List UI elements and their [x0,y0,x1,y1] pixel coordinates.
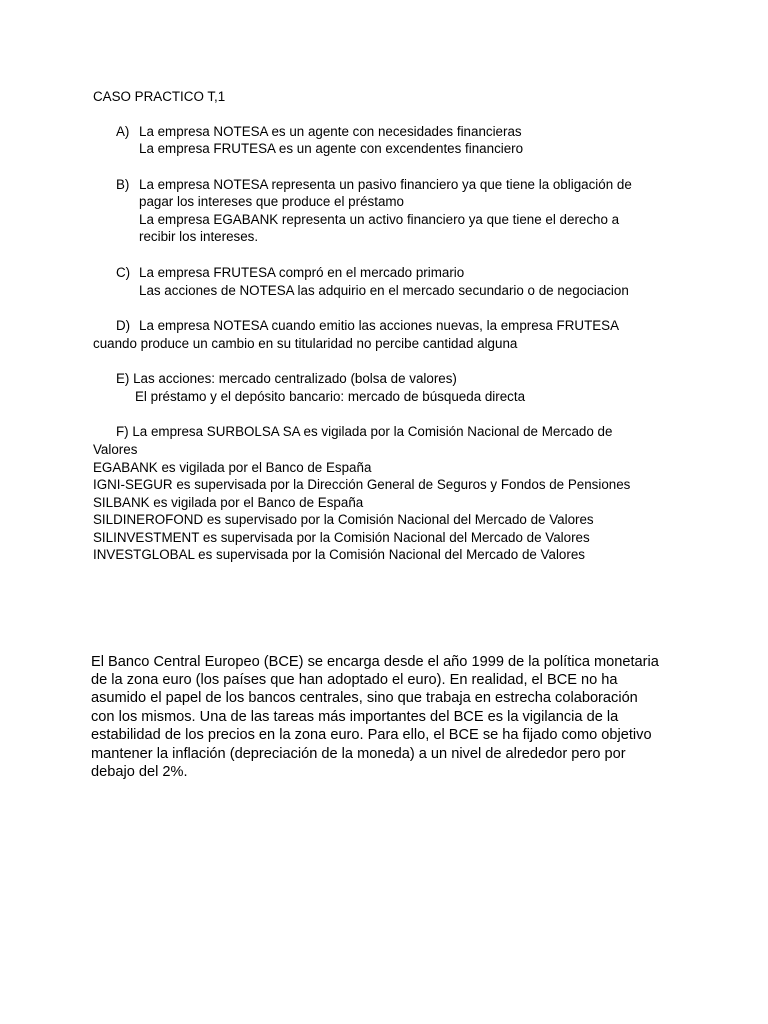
section-f-line-2: Valores [93,442,138,457]
paragraph-line-7: debajo del 2%. [91,764,188,780]
section-a-line-2: La empresa FRUTESA es un agente con excendentes financiero [139,141,524,156]
section-f-line-7: SILINVESTMENT es supervisada por la Comisión Nacional del Mercado de Valores [93,530,590,545]
section-b-line-1 [116,176,632,193]
section-d-line-1 [116,317,619,334]
paragraph-line-3: asumido el papel de los bancos centrales, sino que trabaja en estrecha colaboración [91,690,638,706]
section-f-line-6: SILDINEROFOND es supervisado por la Comisión Nacional del Mercado de Valores [93,512,594,527]
section-b-text-1: La empresa NOTESA representa un pasivo financiero ya que tiene la obligación de [139,177,632,192]
section-a-line-1 [116,123,522,140]
section-e-line-2: El préstamo y el depósito bancario: mercado de búsqueda directa [135,389,526,404]
section-f-line-8: INVESTGLOBAL es supervisada por la Comisión Nacional del Mercado de Valores [93,547,585,562]
paragraph-line-4: con los mismos. Una de las tareas más importantes del BCE es la vigilancia de la [91,709,619,725]
paragraph-line-6: mantener la inflación (depreciación de la moneda) a un nivel de alrededor pero por [91,746,626,762]
section-c-marker: C) [116,265,131,280]
paragraph-line-5: estabilidad de los precios en la zona euro. Para ello, el BCE se ha fijado como objetivo [91,727,652,743]
section-d-line-2: cuando produce un cambio en su titularidad no percibe cantidad alguna [93,336,518,351]
section-f-line-5: SILBANK es vigilada por el Banco de España [93,495,364,510]
section-f-line-3: EGABANK es vigilada por el Banco de España [93,460,372,475]
section-a-marker: A) [116,124,130,139]
section-a-text-1: La empresa NOTESA es un agente con necesidades financieras [139,124,522,139]
section-c-line-1 [116,264,464,281]
section-b-line-2: pagar los intereses que produce el préstamo [139,194,404,209]
section-f-line-4: IGNI-SEGUR es supervisada por la Dirección General de Seguros y Fondos de Pensiones [93,477,631,492]
document-title: CASO PRACTICO T,1 [93,89,226,104]
section-d-text-1: La empresa NOTESA cuando emitio las acciones nuevas, la empresa FRUTESA [139,318,620,333]
section-c-text-1: La empresa FRUTESA compró en el mercado primario [139,265,465,280]
section-c-line-2: Las acciones de NOTESA las adquirio en el mercado secundario o de negociacion [139,283,629,298]
section-b-line-3: La empresa EGABANK representa un activo financiero ya que tiene el derecho a [139,212,620,227]
paragraph-line-1: El Banco Central Europeo (BCE) se encarga desde el año 1999 de la política monetaria [91,654,659,670]
section-d-marker: D) [116,318,131,333]
section-f-line-1: F) La empresa SURBOLSA SA es vigilada por la Comisión Nacional de Mercado de [116,424,613,439]
paragraph-line-2: de la zona euro (los países que han adoptado el euro). En realidad, el BCE no ha [91,672,618,688]
section-b-marker: B) [116,177,130,192]
section-b-line-4: recibir los intereses. [139,229,259,244]
section-e-line-1: E) Las acciones: mercado centralizado (bolsa de valores) [116,371,457,386]
